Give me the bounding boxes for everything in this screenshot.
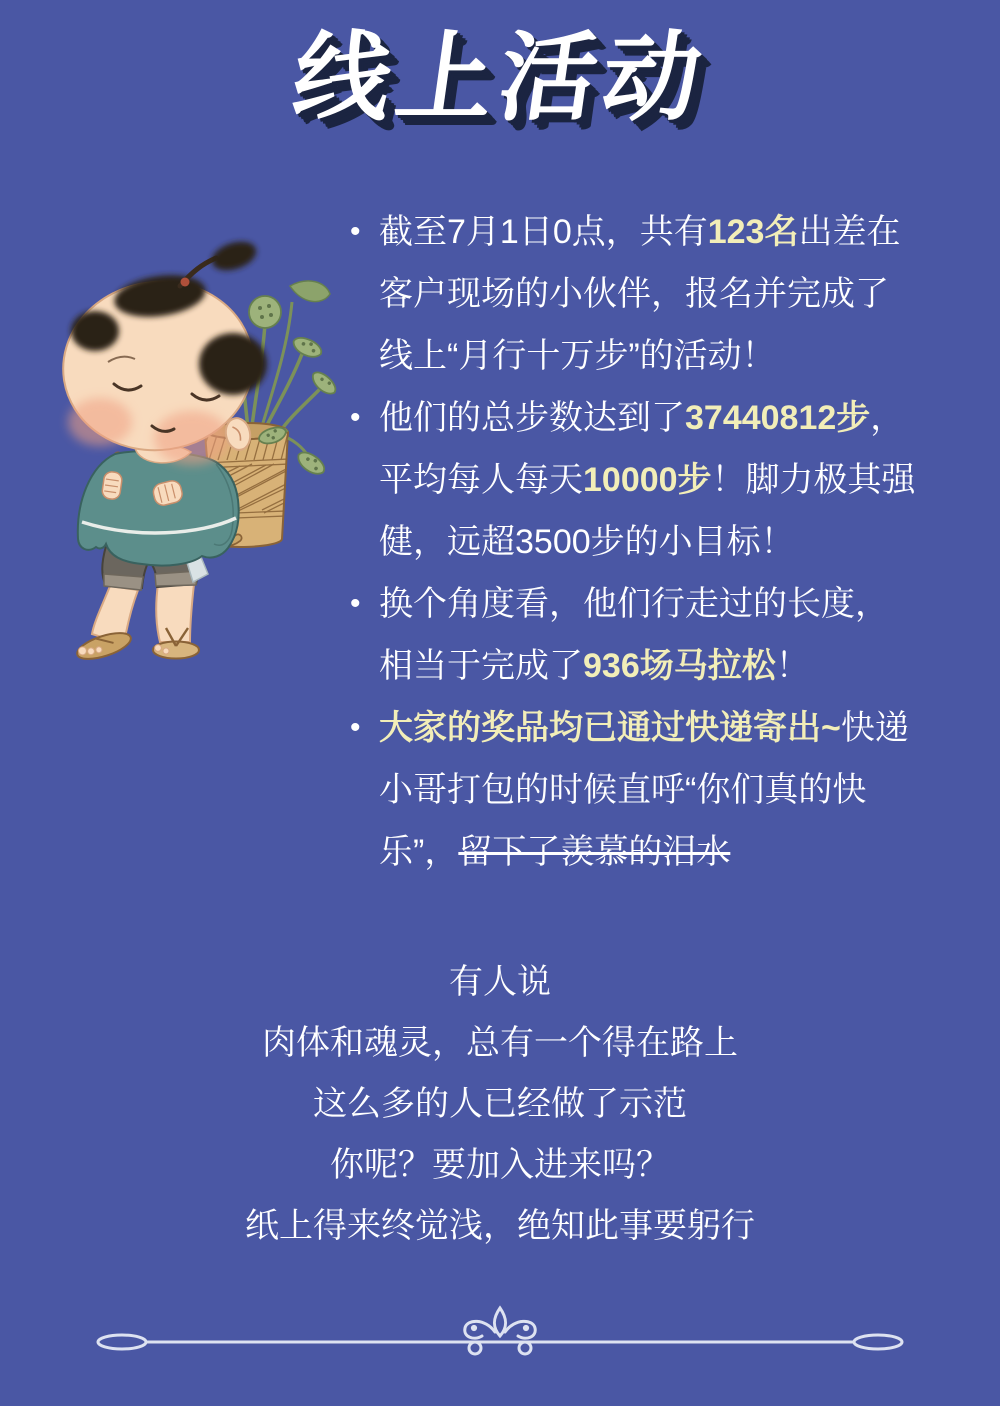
text-segment: 截至7月1日0点，共有 [379,213,708,251]
bullet-item [348,697,954,883]
highlight-text: 37440812步 [685,399,871,437]
bullet-line [379,325,954,387]
poem-line: 有人说 [449,963,551,1001]
highlight-text: 10000步 [583,461,712,499]
text-segment: 出差在 [798,213,901,251]
strikethrough-text: 留下了羡慕的泪水 [458,833,731,871]
text-segment: 他们的总步数达到了 [379,399,685,437]
bullet-item [348,201,954,387]
highlight-text: 大家的奖品均已通过快递寄出~ [379,709,841,747]
bullet-line [379,201,954,263]
bullet-dot: • [350,711,361,744]
text-segment: 线上“月行十万步”的活动！ [379,337,776,375]
poem-line: 纸上得来终觉浅，绝知此事要躬行 [245,1207,755,1245]
child-head [52,237,267,465]
bullet-item [348,387,954,573]
bullet-line [379,697,954,759]
bullet-dot: • [350,587,361,620]
text-segment: ！ [775,647,810,685]
text-segment: ， [870,399,905,437]
bullet-item [348,573,954,697]
bullet-line [379,511,954,573]
text-segment: ！脚力极其强 [711,461,916,499]
bullet-line [379,759,954,821]
bullet-line [379,635,954,697]
bullet-line [379,573,954,635]
poem-line: 这么多的人已经做了示范 [313,1085,687,1123]
bullet-line [379,387,954,449]
highlight-text: 123名 [707,213,799,251]
text-segment: 小哥打包的时候直呼“你们真的快 [379,771,867,809]
text-segment: 客户现场的小伙伴，报名并完成了 [379,275,889,313]
poem-line: 你呢？要加入进来吗？ [330,1146,670,1184]
text-segment: 快递 [840,709,909,747]
poem [0,952,1000,1257]
bullet-line [379,449,954,511]
poem-line: 肉体和魂灵，总有一个得在路上 [262,1024,738,1062]
text-segment: 换个角度看，他们行走过的长度， [379,585,889,623]
ornamental-divider [90,1300,910,1372]
bullet-line [379,821,954,883]
text-segment: 相当于完成了 [379,647,583,685]
page-title: 线上活动 [286,23,714,132]
bullet-line [379,263,954,325]
bullet-dot: • [350,401,361,434]
text-segment: 健，远超3500步的小目标！ [379,523,795,561]
bullet-dot: • [350,215,361,248]
text-segment: 平均每人每天 [379,461,583,499]
child-body [74,444,238,662]
bullet-list [348,201,954,883]
child-illustration [40,234,340,662]
text-segment: 乐”， [379,833,459,871]
divider-flourish-icon [465,1308,535,1354]
highlight-text: 936场马拉松 [583,647,776,685]
